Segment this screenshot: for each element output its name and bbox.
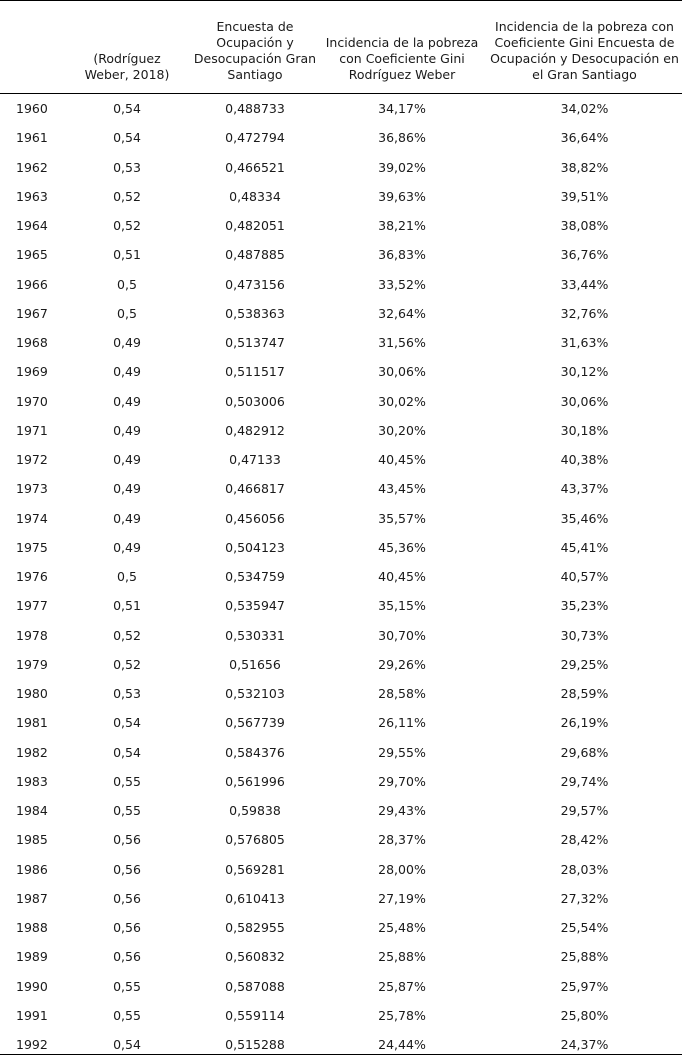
year-cell: 1990 xyxy=(16,978,48,994)
pobreza-rodriguez-weber-cell: 25,78% xyxy=(378,1007,426,1023)
table-row xyxy=(0,825,682,854)
gini-encuesta-cell: 0,466521 xyxy=(225,159,285,175)
gini-encuesta-cell: 0,515288 xyxy=(225,1037,285,1052)
table-row xyxy=(0,153,682,182)
pobreza-encuesta-cell: 40,38% xyxy=(560,452,609,467)
gini-encuesta-cell: 0,534759 xyxy=(225,569,285,584)
pobreza-rodriguez-weber-cell: 25,87% xyxy=(378,978,426,994)
gini-rodriguez-weber-cell: 0,49 xyxy=(113,393,141,409)
gini-rodriguez-weber-cell: 0,52 xyxy=(113,627,141,643)
table-row xyxy=(0,299,682,328)
gini-rodriguez-weber-cell: 0,55 xyxy=(113,978,141,994)
table-body xyxy=(0,94,682,1059)
pobreza-rodriguez-weber-cell: 30,20% xyxy=(378,422,426,438)
pobreza-rodriguez-weber-cell: 40,45% xyxy=(378,569,426,584)
gini-encuesta-cell: 0,466817 xyxy=(225,481,285,497)
gini-rodriguez-weber-cell: 0,49 xyxy=(113,422,141,438)
table-row xyxy=(0,679,682,708)
pobreza-rodriguez-weber-cell: 43,45% xyxy=(378,481,426,497)
table-row xyxy=(0,387,682,416)
gini-rodriguez-weber-cell: 0,56 xyxy=(113,890,141,906)
header-pobreza-rodriguez-weber: Incidencia de la pobreza con Coeficiente Gini Rodríguez Weber xyxy=(325,35,479,82)
pobreza-encuesta-cell: 38,08% xyxy=(560,218,609,233)
gini-rodriguez-weber-cell: 0,52 xyxy=(113,656,141,672)
year-cell: 1971 xyxy=(16,422,48,438)
year-cell: 1982 xyxy=(16,744,48,760)
gini-rodriguez-weber-cell: 0,54 xyxy=(113,130,141,146)
table-row xyxy=(0,972,682,1001)
gini-encuesta-cell: 0,487885 xyxy=(225,247,285,263)
pobreza-rodriguez-weber-cell: 36,86% xyxy=(378,130,426,146)
pobreza-rodriguez-weber-cell: 32,64% xyxy=(378,305,426,321)
pobreza-rodriguez-weber-cell: 25,48% xyxy=(378,920,426,935)
year-cell: 1980 xyxy=(16,686,48,701)
table-row xyxy=(0,240,682,269)
table-row xyxy=(0,913,682,942)
pobreza-encuesta-cell: 29,57% xyxy=(560,803,609,818)
pobreza-encuesta-cell: 30,12% xyxy=(560,364,609,380)
gini-encuesta-cell: 0,538363 xyxy=(225,305,285,321)
year-cell: 1961 xyxy=(16,130,48,146)
year-cell: 1986 xyxy=(16,861,48,877)
gini-encuesta-cell: 0,47133 xyxy=(229,452,281,467)
gini-rodriguez-weber-cell: 0,54 xyxy=(113,1037,141,1052)
table-row xyxy=(0,767,682,796)
table-row xyxy=(0,533,682,562)
gini-encuesta-cell: 0,48334 xyxy=(229,188,281,204)
gini-rodriguez-weber-cell: 0,51 xyxy=(113,247,141,263)
year-cell: 1974 xyxy=(16,510,48,526)
pobreza-rodriguez-weber-cell: 33,52% xyxy=(378,276,426,292)
gini-encuesta-cell: 0,569281 xyxy=(225,861,285,877)
gini-rodriguez-weber-cell: 0,49 xyxy=(113,335,141,350)
gini-encuesta-cell: 0,587088 xyxy=(225,978,285,994)
table-row xyxy=(0,328,682,357)
gini-rodriguez-weber-cell: 0,49 xyxy=(113,481,141,497)
gini-encuesta-cell: 0,51656 xyxy=(229,656,281,672)
gini-encuesta-cell: 0,561996 xyxy=(225,773,285,789)
year-cell: 1977 xyxy=(16,598,48,614)
table-row xyxy=(0,357,682,386)
pobreza-rodriguez-weber-cell: 28,00% xyxy=(378,861,426,877)
pobreza-rodriguez-weber-cell: 39,63% xyxy=(378,188,426,204)
pobreza-encuesta-cell: 30,06% xyxy=(560,393,609,409)
gini-rodriguez-weber-cell: 0,56 xyxy=(113,832,141,848)
table-row xyxy=(0,591,682,620)
pobreza-encuesta-cell: 28,03% xyxy=(560,861,609,877)
pobreza-encuesta-cell: 30,73% xyxy=(560,627,609,643)
gini-rodriguez-weber-cell: 0,49 xyxy=(113,452,141,467)
gini-rodriguez-weber-cell: 0,51 xyxy=(113,598,141,614)
gini-rodriguez-weber-cell: 0,49 xyxy=(113,539,141,555)
year-cell: 1992 xyxy=(16,1037,48,1052)
table-row xyxy=(0,270,682,299)
year-cell: 1964 xyxy=(16,218,48,233)
gini-encuesta-cell: 0,504123 xyxy=(225,539,285,555)
pobreza-rodriguez-weber-cell: 29,43% xyxy=(378,803,426,818)
pobreza-encuesta-cell: 33,44% xyxy=(560,276,609,292)
gini-rodriguez-weber-cell: 0,5 xyxy=(117,276,137,292)
year-cell: 1981 xyxy=(16,715,48,731)
gini-rodriguez-weber-cell: 0,53 xyxy=(113,159,141,175)
table-row xyxy=(0,738,682,767)
table-row xyxy=(0,1001,682,1030)
gini-encuesta-cell: 0,530331 xyxy=(225,627,285,643)
pobreza-rodriguez-weber-cell: 31,56% xyxy=(378,335,426,350)
gini-encuesta-cell: 0,610413 xyxy=(225,890,285,906)
pobreza-encuesta-cell: 36,76% xyxy=(560,247,609,263)
table-row xyxy=(0,211,682,240)
table-row xyxy=(0,884,682,913)
pobreza-rodriguez-weber-cell: 27,19% xyxy=(378,890,426,906)
pobreza-encuesta-cell: 31,63% xyxy=(560,335,609,350)
year-cell: 1979 xyxy=(16,656,48,672)
gini-rodriguez-weber-cell: 0,55 xyxy=(113,803,141,818)
year-cell: 1967 xyxy=(16,305,48,321)
year-cell: 1972 xyxy=(16,452,48,467)
pobreza-rodriguez-weber-cell: 45,36% xyxy=(378,539,426,555)
pobreza-rodriguez-weber-cell: 29,26% xyxy=(378,656,426,672)
table-row xyxy=(0,474,682,503)
year-cell: 1983 xyxy=(16,773,48,789)
gini-encuesta-cell: 0,503006 xyxy=(225,393,285,409)
pobreza-rodriguez-weber-cell: 25,88% xyxy=(378,949,426,965)
gini-rodriguez-weber-cell: 0,55 xyxy=(113,1007,141,1023)
pobreza-encuesta-cell: 29,68% xyxy=(560,744,609,760)
table-row xyxy=(0,123,682,152)
pobreza-rodriguez-weber-cell: 30,70% xyxy=(378,627,426,643)
table-row xyxy=(0,650,682,679)
gini-rodriguez-weber-cell: 0,49 xyxy=(113,364,141,380)
gini-rodriguez-weber-cell: 0,49 xyxy=(113,510,141,526)
pobreza-encuesta-cell: 25,88% xyxy=(560,949,609,965)
year-cell: 1991 xyxy=(16,1007,48,1023)
gini-encuesta-cell: 0,584376 xyxy=(225,744,285,760)
table-row xyxy=(0,504,682,533)
gini-encuesta-cell: 0,560832 xyxy=(225,949,285,965)
gini-encuesta-cell: 0,567739 xyxy=(225,715,285,731)
gini-encuesta-cell: 0,513747 xyxy=(225,335,285,350)
pobreza-encuesta-cell: 26,19% xyxy=(560,715,609,731)
gini-encuesta-cell: 0,473156 xyxy=(225,276,285,292)
pobreza-encuesta-cell: 35,23% xyxy=(560,598,609,614)
pobreza-rodriguez-weber-cell: 30,02% xyxy=(378,393,426,409)
pobreza-encuesta-cell: 30,18% xyxy=(560,422,609,438)
gini-encuesta-cell: 0,582955 xyxy=(225,920,285,935)
table-row xyxy=(0,562,682,591)
pobreza-rodriguez-weber-cell: 36,83% xyxy=(378,247,426,263)
gini-rodriguez-weber-cell: 0,56 xyxy=(113,920,141,935)
pobreza-rodriguez-weber-cell: 35,15% xyxy=(378,598,426,614)
gini-rodriguez-weber-cell: 0,56 xyxy=(113,861,141,877)
pobreza-encuesta-cell: 43,37% xyxy=(560,481,609,497)
pobreza-encuesta-cell: 29,74% xyxy=(560,773,609,789)
gini-rodriguez-weber-cell: 0,5 xyxy=(117,569,137,584)
table-header xyxy=(0,0,682,93)
year-cell: 1987 xyxy=(16,890,48,906)
table-row xyxy=(0,942,682,971)
pobreza-encuesta-cell: 32,76% xyxy=(560,305,609,321)
pobreza-rodriguez-weber-cell: 34,17% xyxy=(378,101,426,116)
table-row xyxy=(0,445,682,474)
year-cell: 1978 xyxy=(16,627,48,643)
gini-rodriguez-weber-cell: 0,54 xyxy=(113,744,141,760)
gini-rodriguez-weber-cell: 0,54 xyxy=(113,101,141,116)
year-cell: 1966 xyxy=(16,276,48,292)
pobreza-encuesta-cell: 34,02% xyxy=(560,101,609,116)
pobreza-rodriguez-weber-cell: 39,02% xyxy=(378,159,426,175)
gini-encuesta-cell: 0,59838 xyxy=(229,803,281,818)
year-cell: 1989 xyxy=(16,949,48,965)
gini-encuesta-cell: 0,511517 xyxy=(225,364,285,380)
header-encuesta-ocupacion: Encuesta de Ocupación y Desocupación Gran Santiago xyxy=(193,19,317,82)
pobreza-encuesta-cell: 35,46% xyxy=(560,510,609,526)
gini-encuesta-cell: 0,535947 xyxy=(225,598,285,614)
table-row xyxy=(0,708,682,737)
year-cell: 1960 xyxy=(16,101,48,116)
pobreza-rodriguez-weber-cell: 28,58% xyxy=(378,686,426,701)
table-row xyxy=(0,94,682,123)
pobreza-rodriguez-weber-cell: 28,37% xyxy=(378,832,426,848)
header-rodriguez-weber: (Rodríguez Weber, 2018) xyxy=(84,51,170,82)
pobreza-encuesta-cell: 28,42% xyxy=(560,832,609,848)
gini-rodriguez-weber-cell: 0,52 xyxy=(113,188,141,204)
year-cell: 1988 xyxy=(16,920,48,935)
gini-encuesta-cell: 0,559114 xyxy=(225,1007,285,1023)
year-cell: 1965 xyxy=(16,247,48,263)
gini-encuesta-cell: 0,472794 xyxy=(225,130,285,146)
gini-rodriguez-weber-cell: 0,56 xyxy=(113,949,141,965)
pobreza-encuesta-cell: 39,51% xyxy=(560,188,609,204)
table-row xyxy=(0,182,682,211)
gini-rodriguez-weber-cell: 0,5 xyxy=(117,305,137,321)
pobreza-encuesta-cell: 28,59% xyxy=(560,686,609,701)
year-cell: 1969 xyxy=(16,364,48,380)
table-row xyxy=(0,855,682,884)
pobreza-encuesta-cell: 25,97% xyxy=(560,978,609,994)
pobreza-rodriguez-weber-cell: 40,45% xyxy=(378,452,426,467)
year-cell: 1976 xyxy=(16,569,48,584)
year-cell: 1985 xyxy=(16,832,48,848)
table-row xyxy=(0,621,682,650)
year-cell: 1973 xyxy=(16,481,48,497)
gini-rodriguez-weber-cell: 0,52 xyxy=(113,218,141,233)
gini-encuesta-cell: 0,482051 xyxy=(225,218,285,233)
year-cell: 1962 xyxy=(16,159,48,175)
pobreza-encuesta-cell: 27,32% xyxy=(560,890,609,906)
pobreza-rodriguez-weber-cell: 24,44% xyxy=(378,1037,426,1052)
gini-rodriguez-weber-cell: 0,53 xyxy=(113,686,141,701)
pobreza-rodriguez-weber-cell: 38,21% xyxy=(378,218,426,233)
pobreza-encuesta-cell: 25,54% xyxy=(560,920,609,935)
header-pobreza-encuesta: Incidencia de la pobreza con Coeficiente Gini Encuesta de Ocupación y Desocupación en el Gran Santiago xyxy=(490,19,679,82)
pobreza-encuesta-cell: 36,64% xyxy=(560,130,609,146)
table-row xyxy=(0,416,682,445)
pobreza-encuesta-cell: 45,41% xyxy=(560,539,609,555)
year-cell: 1975 xyxy=(16,539,48,555)
pobreza-encuesta-cell: 24,37% xyxy=(560,1037,609,1052)
gini-encuesta-cell: 0,576805 xyxy=(225,832,285,848)
table-row xyxy=(0,796,682,825)
pobreza-rodriguez-weber-cell: 26,11% xyxy=(378,715,426,731)
year-cell: 1963 xyxy=(16,188,48,204)
pobreza-rodriguez-weber-cell: 29,70% xyxy=(378,773,426,789)
gini-encuesta-cell: 0,532103 xyxy=(225,686,285,701)
pobreza-rodriguez-weber-cell: 29,55% xyxy=(378,744,426,760)
pobreza-encuesta-cell: 25,80% xyxy=(560,1007,609,1023)
year-cell: 1984 xyxy=(16,803,48,818)
pobreza-rodriguez-weber-cell: 30,06% xyxy=(378,364,426,380)
pobreza-encuesta-cell: 38,82% xyxy=(560,159,609,175)
pobreza-rodriguez-weber-cell: 35,57% xyxy=(378,510,426,526)
gini-rodriguez-weber-cell: 0,55 xyxy=(113,773,141,789)
pobreza-encuesta-cell: 29,25% xyxy=(560,656,609,672)
gini-encuesta-cell: 0,456056 xyxy=(225,510,285,526)
gini-encuesta-cell: 0,488733 xyxy=(225,101,285,116)
gini-encuesta-cell: 0,482912 xyxy=(225,422,285,438)
year-cell: 1968 xyxy=(16,335,48,350)
year-cell: 1970 xyxy=(16,393,48,409)
pobreza-encuesta-cell: 40,57% xyxy=(560,569,609,584)
gini-rodriguez-weber-cell: 0,54 xyxy=(113,715,141,731)
